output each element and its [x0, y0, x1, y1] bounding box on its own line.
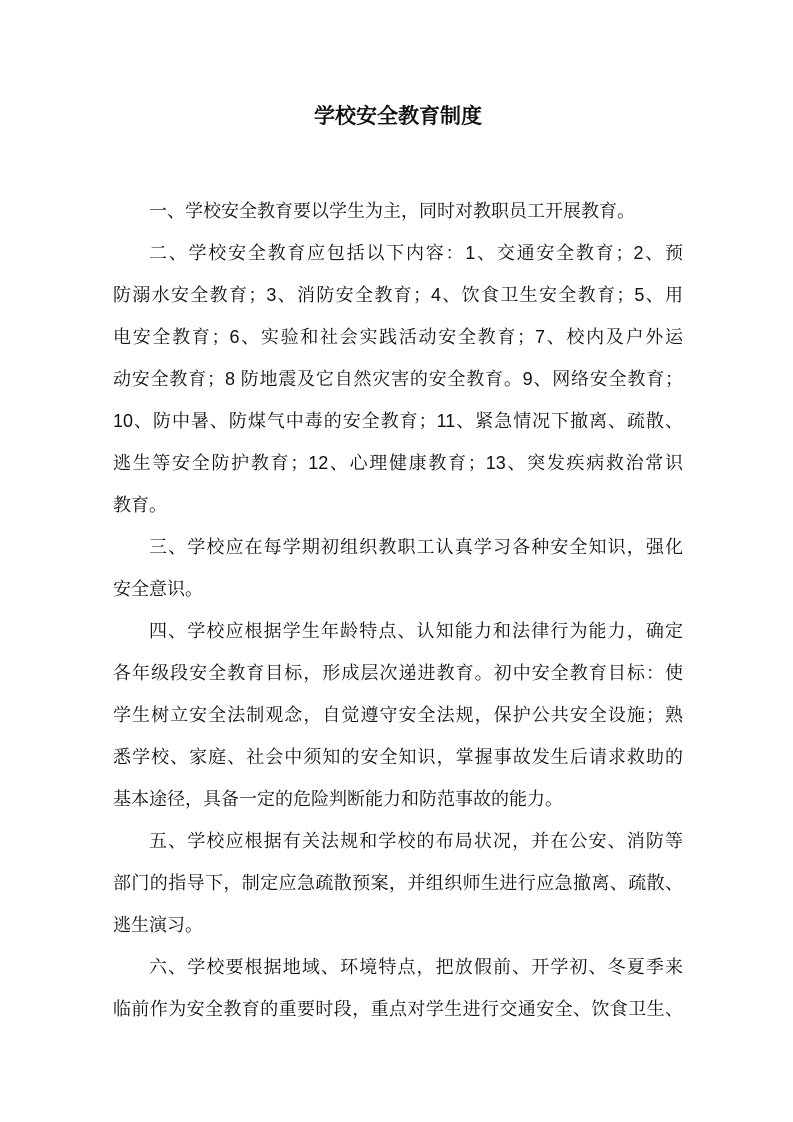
text-line: 安全意识。 [113, 579, 203, 599]
text-line: 逃生等安全防护教育；12、心理健康教育；13、突发疾病救治常识 [113, 453, 683, 473]
text-line: 三、学校应在每学期初组织教职工认真学习各种安全知识，强化 [149, 537, 683, 557]
paragraph [113, 610, 683, 820]
document-paragraphs [113, 190, 683, 1030]
text-line: 10、防中暑、防煤气中毒的安全教育；11、紧急情况下撤离、疏散、 [113, 411, 683, 431]
paragraph [113, 232, 683, 526]
text-line: 一、学校安全教育要以学生为主，同时对教职员工开展教育。 [149, 201, 635, 221]
text-line: 学生树立安全法制观念，自觉遵守安全法规，保护公共安全设施；熟 [113, 705, 683, 725]
paragraph [113, 526, 683, 610]
text-line: 临前作为安全教育的重要时段，重点对学生进行交通安全、饮食卫生、 [113, 999, 683, 1019]
text-line: 逃生演习。 [113, 915, 203, 935]
paragraph [113, 190, 683, 232]
text-line: 基本途径，具备一定的危险判断能力和防范事故的能力。 [113, 789, 563, 809]
text-line: 教育。 [113, 495, 167, 515]
paragraph [113, 946, 683, 1030]
text-line: 二、学校安全教育应包括以下内容：1、交通安全教育；2、预 [149, 243, 683, 263]
text-line: 五、学校应根据有关法规和学校的布局状况，并在公安、消防等 [149, 831, 683, 851]
text-line: 动安全教育；8 防地震及它自然灾害的安全教育。9、网络安全教育； [113, 369, 683, 389]
text-line: 悉学校、家庭、社会中须知的安全知识，掌握事故发生后请求救助的 [113, 747, 683, 767]
text-line: 四、学校应根据学生年龄特点、认知能力和法律行为能力，确定 [149, 621, 683, 641]
document-content [113, 96, 683, 1030]
document-title: 学校安全教育制度 [314, 105, 482, 128]
text-line: 六、学校要根据地域、环境特点，把放假前、开学初、冬夏季来 [149, 957, 683, 977]
text-line: 防溺水安全教育；3、消防安全教育；4、饮食卫生安全教育；5、用 [113, 285, 683, 305]
text-line: 部门的指导下，制定应急疏散预案，并组织师生进行应急撤离、疏散、 [113, 873, 683, 893]
text-line: 电安全教育；6、实验和社会实践活动安全教育；7、校内及户外运 [113, 327, 683, 347]
paragraph [113, 820, 683, 946]
text-line: 各年级段安全教育目标，形成层次递进教育。初中安全教育目标：使 [113, 663, 683, 683]
